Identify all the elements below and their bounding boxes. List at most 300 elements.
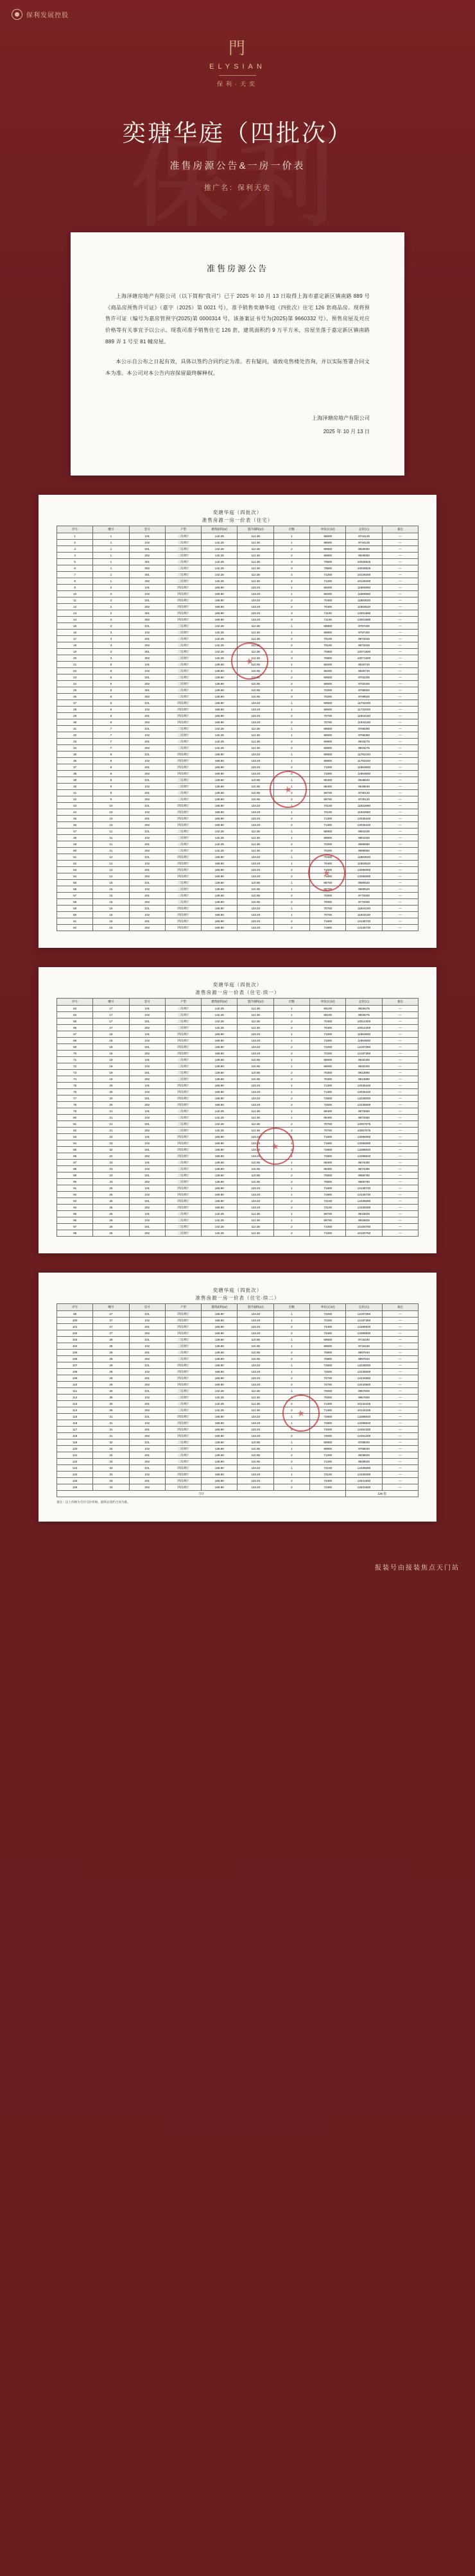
table-cell: 133.20 <box>238 1038 273 1044</box>
table-row <box>57 1382 419 1388</box>
table-cell: 133.20 <box>238 751 273 758</box>
table-cell: 9548640 <box>346 784 382 790</box>
table-cell: 133.20 <box>238 1095 273 1102</box>
table-cell: 168.80 <box>202 1362 238 1369</box>
table-cell: 四房两厅 <box>165 617 201 623</box>
table-cell: 70600 <box>310 1179 346 1185</box>
table-row <box>57 1465 419 1472</box>
table-cell: 109 <box>57 1375 93 1382</box>
table-cell: 96 <box>57 1217 93 1224</box>
table-cell: 1 <box>273 1012 309 1018</box>
table-cell: 四房两厅 <box>165 809 201 816</box>
table-row <box>57 739 419 745</box>
table-cell: — <box>382 1179 418 1185</box>
price-table <box>56 998 419 1237</box>
table-cell: 四房两厅 <box>165 1051 201 1057</box>
table-cell: 72800 <box>310 1153 346 1160</box>
table-cell: 110.05 <box>238 681 273 687</box>
table-cell: 133.20 <box>238 1185 273 1192</box>
table-cell: 112.36 <box>238 655 273 662</box>
table-cell: — <box>382 719 418 726</box>
table-cell: 112.36 <box>238 841 273 848</box>
table-cell: — <box>382 610 418 617</box>
table-cell: 9758040 <box>346 1446 382 1452</box>
table-cell: 168.80 <box>202 1433 238 1439</box>
table-cell: 四房两厅 <box>165 1185 201 1192</box>
table-cell: 168.80 <box>202 1375 238 1382</box>
table-cell: 112.36 <box>238 642 273 649</box>
table-cell: 95 <box>57 1211 93 1217</box>
table-cell: 133.20 <box>238 1382 273 1388</box>
table-cell: — <box>382 655 418 662</box>
table-subcaption: 准售房源一房一价表（住宅·续一） <box>195 990 280 996</box>
table-cell: 105 <box>57 1350 93 1356</box>
table-cell: — <box>382 739 418 745</box>
table-cell: 20 <box>93 1095 129 1102</box>
table-cell: 101 <box>129 1083 165 1089</box>
table-cell: 110.05 <box>238 694 273 700</box>
table-cell: 2 <box>273 841 309 848</box>
table-cell: 68700 <box>310 880 346 886</box>
table-cell: 11883520 <box>346 604 382 610</box>
table-row <box>57 796 419 803</box>
table-row <box>57 1057 419 1063</box>
table-subcaption: 准售房源一房一价表（住宅·续二） <box>195 1295 280 1301</box>
table-cell: 三房两厅 <box>165 1018 201 1025</box>
table-cell: 133.20 <box>238 771 273 777</box>
table-cell: 27 <box>57 700 93 707</box>
table-cell: 69500 <box>310 707 346 713</box>
table-cell: 三房两厅 <box>165 1452 201 1459</box>
table-cell: 16 <box>57 630 93 636</box>
table-cell: 70100 <box>310 809 346 816</box>
table-cell: 三房两厅 <box>165 1179 201 1185</box>
table-cell: 30 <box>57 719 93 726</box>
table-cell: 三房两厅 <box>165 636 201 642</box>
table-cell: 22 <box>93 1147 129 1153</box>
table-cell: 9716160 <box>346 1337 382 1343</box>
table-cell: 76 <box>57 1089 93 1095</box>
table-cell: 1 <box>273 1362 309 1369</box>
table-cell: 71900 <box>310 1192 346 1198</box>
table-cell: 102 <box>129 668 165 674</box>
table-cell: 三房两厅 <box>165 841 201 848</box>
table-cell: 142.25 <box>202 578 238 585</box>
table-cell: 1 <box>273 630 309 636</box>
table-cell: 1 <box>273 758 309 764</box>
table-cell: 三房两厅 <box>165 1395 201 1401</box>
table-cell: 四房两厅 <box>165 1044 201 1051</box>
table-cell: 1 <box>273 1369 309 1375</box>
table-cell: 201 <box>129 597 165 604</box>
table-cell: 三房两厅 <box>165 687 201 694</box>
table-cell: 2 <box>273 848 309 854</box>
table-cell: 71 <box>57 1057 93 1063</box>
table-cell: 93 <box>57 1198 93 1205</box>
table-cell: 70500 <box>310 559 346 565</box>
table-cell: 33 <box>93 1484 129 1491</box>
table-cell: 142.25 <box>202 745 238 751</box>
table-cell: — <box>382 1115 418 1121</box>
table-cell: 11883520 <box>346 597 382 604</box>
table-cell: 110.05 <box>238 1337 273 1343</box>
table-cell: 三房两厅 <box>165 1025 201 1031</box>
table-cell: 2 <box>273 1102 309 1108</box>
table-cell: 69500 <box>310 700 346 707</box>
table-cell: 168.80 <box>202 925 238 931</box>
table-cell: 112.36 <box>238 1224 273 1230</box>
table-cell: 1 <box>57 533 93 540</box>
table-cell: 168.80 <box>202 1330 238 1337</box>
table-cell: — <box>382 1153 418 1160</box>
table-cell: 15 <box>93 880 129 886</box>
table-cell: 69400 <box>310 1115 346 1121</box>
table-cell: — <box>382 829 418 835</box>
table-cell: 四房两厅 <box>165 1375 201 1382</box>
table-cell: 2 <box>273 1205 309 1211</box>
table-cell: 三房两厅 <box>165 668 201 674</box>
table-row <box>57 546 419 553</box>
table-cell: 69800 <box>310 553 346 559</box>
table-cell: 32 <box>93 1446 129 1452</box>
table-cell: 168.80 <box>202 597 238 604</box>
table-cell: — <box>382 867 418 873</box>
table-column-header: 建筑面积(㎡) <box>202 526 238 533</box>
table-cell: 142.25 <box>202 553 238 559</box>
table-cell: 69900 <box>310 745 346 751</box>
table-cell: 8 <box>93 751 129 758</box>
summary-value: 126 套 <box>346 1491 419 1497</box>
table-row <box>57 1172 419 1179</box>
table-cell: 168.80 <box>202 1153 238 1160</box>
table-cell: 57 <box>57 893 93 899</box>
table-cell: 68600 <box>310 732 346 739</box>
table-cell: 168.80 <box>202 912 238 918</box>
table-cell: 70 <box>57 1051 93 1057</box>
table-cell: 10128200 <box>346 572 382 578</box>
table-cell: 202 <box>129 796 165 803</box>
table-cell: 139.60 <box>202 674 238 681</box>
table-cell: 71200 <box>310 1459 346 1465</box>
table-cell: — <box>382 1102 418 1108</box>
table-cell: 202 <box>129 1051 165 1057</box>
table-cell: 3 <box>273 565 309 572</box>
table-cell: 201 <box>129 764 165 771</box>
table-cell: 四房两厅 <box>165 1318 201 1324</box>
table-cell: 110.05 <box>238 1179 273 1185</box>
table-cell: — <box>382 1459 418 1465</box>
table-cell: 104 <box>57 1343 93 1350</box>
table-cell: 112.36 <box>238 1115 273 1121</box>
table-cell: 142.25 <box>202 540 238 546</box>
table-cell: 三房两厅 <box>165 1121 201 1128</box>
table-cell: 201 <box>129 1044 165 1051</box>
table-cell: 139.60 <box>202 1337 238 1343</box>
table-cell: 33 <box>93 1465 129 1472</box>
table-cell: 142.25 <box>202 533 238 540</box>
table-cell: 1 <box>273 726 309 732</box>
table-cell: 133.20 <box>238 1420 273 1427</box>
table-row <box>57 668 419 674</box>
table-cell: 三房两厅 <box>165 694 201 700</box>
table-column-header: 备注 <box>382 999 418 1006</box>
table-cell: 9758040 <box>346 1439 382 1446</box>
table-cell: 126 <box>57 1484 93 1491</box>
table-row <box>57 1083 419 1089</box>
table-cell: 100 <box>57 1318 93 1324</box>
table-cell: 142.25 <box>202 1012 238 1018</box>
table-cell: 168.80 <box>202 1044 238 1051</box>
notice-signature <box>105 413 370 437</box>
table-row <box>57 1134 419 1140</box>
table-cell: 15 <box>57 623 93 630</box>
table-cell: 1 <box>93 533 129 540</box>
table-cell: 1 <box>273 1318 309 1324</box>
table-cell: 119 <box>57 1439 93 1446</box>
table-cell: 168.80 <box>202 854 238 861</box>
table-cell: 25 <box>93 1192 129 1198</box>
table-header-row <box>57 526 419 533</box>
table-cell: 四房两厅 <box>165 873 201 880</box>
table-cell: 69200 <box>310 591 346 597</box>
table-cell: 三房两厅 <box>165 899 201 906</box>
table-cell: — <box>382 617 418 623</box>
table-cell: 3 <box>93 630 129 636</box>
table-row <box>57 906 419 912</box>
table-cell: 12238000 <box>346 1102 382 1108</box>
table-cell: — <box>382 1140 418 1147</box>
table-cell: 2 <box>273 546 309 553</box>
table-cell: 23 <box>93 1166 129 1172</box>
table-cell: 139.60 <box>202 1350 238 1356</box>
table-cell: 82 <box>57 1128 93 1134</box>
table-cell: 29 <box>93 1375 129 1382</box>
table-cell: 9520720 <box>346 668 382 674</box>
table-cell: 110 <box>57 1382 93 1388</box>
table-cell: 四房两厅 <box>165 867 201 873</box>
table-row <box>57 829 419 835</box>
table-cell: 三房两厅 <box>165 1063 201 1070</box>
table-cell: 12187360 <box>346 1311 382 1318</box>
logo-chinese-name: 保利·天奕 <box>217 81 258 87</box>
table-cell: — <box>382 816 418 822</box>
table-cell: 94 <box>57 1205 93 1211</box>
table-cell: 142.25 <box>202 1018 238 1025</box>
table-row <box>57 745 419 751</box>
table-cell: 101 <box>129 726 165 732</box>
table-row <box>57 1478 419 1484</box>
table-cell: 2 <box>273 1375 309 1382</box>
table-cell: 69500 <box>310 674 346 681</box>
table-cell: 112.36 <box>238 553 273 559</box>
table-cell: — <box>382 1446 418 1452</box>
table-cell: 9915825 <box>346 1217 382 1224</box>
table-cell: 2 <box>273 1452 309 1459</box>
table-cell: 2 <box>93 617 129 623</box>
table-column-header: 单价(元/㎡) <box>310 526 346 533</box>
table-cell: 71000 <box>310 1230 346 1237</box>
table-cell: 三房两厅 <box>165 559 201 565</box>
table-cell: 201 <box>129 790 165 796</box>
table-body <box>57 1311 419 1491</box>
table-cell: 7 <box>93 739 129 745</box>
table-cell: — <box>382 623 418 630</box>
table-cell: 12086080 <box>346 1140 382 1147</box>
table-cell: 2 <box>273 893 309 899</box>
table-cell: 四房两厅 <box>165 1478 201 1484</box>
table-cell: 71900 <box>310 1185 346 1192</box>
table-cell: 168.80 <box>202 918 238 925</box>
notice-signer: 上海泽瑭房地产有限公司 <box>311 415 370 422</box>
table-cell: 5 <box>93 694 129 700</box>
table-cell: 1 <box>273 1038 309 1044</box>
table-cell: 168.80 <box>202 751 238 758</box>
table-cell: — <box>382 1198 418 1205</box>
table-cell: 133.20 <box>238 1465 273 1472</box>
table-cell: 三房两厅 <box>165 745 201 751</box>
table-cell: 四房两厅 <box>165 713 201 719</box>
table-cell: 72500 <box>310 1362 346 1369</box>
table-cell: 110.05 <box>238 886 273 893</box>
notice-document <box>71 232 404 476</box>
table-cell: 302 <box>129 694 165 700</box>
table-cell: 17 <box>57 636 93 642</box>
table-cell: 四房两厅 <box>165 1134 201 1140</box>
table-cell: — <box>382 553 418 559</box>
table-cell: 48 <box>57 835 93 841</box>
table-cell: 71000 <box>310 764 346 771</box>
table-cell: — <box>382 1382 418 1388</box>
table-cell: 115 <box>57 1414 93 1420</box>
table-cell: 12 <box>57 604 93 610</box>
table-cell: 102 <box>129 835 165 841</box>
table-cell: 三房两厅 <box>165 553 201 559</box>
table-cell: 30 <box>93 1395 129 1401</box>
table-cell: 四房两厅 <box>165 1140 201 1147</box>
table-cell: 142.25 <box>202 636 238 642</box>
table-row <box>57 873 419 880</box>
table-cell: — <box>382 681 418 687</box>
table-cell: 三房两厅 <box>165 674 201 681</box>
table-cell: 12086080 <box>346 867 382 873</box>
table-cell: 106 <box>57 1356 93 1362</box>
table-cell: 三房两厅 <box>165 1439 201 1446</box>
table-cell: 2 <box>273 1478 309 1484</box>
table-cell: 125 <box>57 1478 93 1484</box>
table-cell: 21 <box>93 1121 129 1128</box>
table-cell: 133.20 <box>238 1433 273 1439</box>
table-cell: 168.80 <box>202 1089 238 1095</box>
table-cell: 11934160 <box>346 719 382 726</box>
table-row <box>57 1446 419 1452</box>
table-row <box>57 1006 419 1012</box>
table-cell: 2 <box>273 1382 309 1388</box>
table-cell: 2 <box>273 597 309 604</box>
price-table-document-1 <box>39 495 436 948</box>
table-row <box>57 726 419 732</box>
table-cell: 8 <box>93 771 129 777</box>
table-cell: 101 <box>129 585 165 591</box>
table-row <box>57 854 419 861</box>
table-cell: 139.60 <box>202 1446 238 1452</box>
table-cell: 9 <box>93 777 129 784</box>
table-cell: 201 <box>129 739 165 745</box>
table-cell: 三房两厅 <box>165 1108 201 1115</box>
table-cell: — <box>382 585 418 591</box>
table-cell: 139.60 <box>202 662 238 668</box>
table-cell: 102 <box>129 1318 165 1324</box>
table-row <box>57 533 419 540</box>
table-column-header: 层数 <box>273 1304 309 1311</box>
table-cell: 69900 <box>310 1439 346 1446</box>
table-cell: — <box>382 1057 418 1063</box>
table-cell: — <box>382 777 418 784</box>
table-cell: 三房两厅 <box>165 655 201 662</box>
table-cell: 101 <box>129 1465 165 1472</box>
table-cell: 112.36 <box>238 1211 273 1217</box>
table-cell: 102 <box>57 1330 93 1337</box>
table-cell: 133.20 <box>238 1427 273 1433</box>
table-cell: 10 <box>93 822 129 829</box>
table-cell: 12187360 <box>346 1044 382 1051</box>
table-cell: 110.05 <box>238 1343 273 1350</box>
table-cell: 1 <box>273 1395 309 1401</box>
table-cell: 三房两厅 <box>165 1057 201 1063</box>
table-cell: 168.80 <box>202 816 238 822</box>
table-row <box>57 1179 419 1185</box>
table-row <box>57 630 419 636</box>
table-cell: — <box>382 841 418 848</box>
table-cell: 44 <box>57 809 93 816</box>
table-cell: 17 <box>93 1025 129 1031</box>
table-cell: 101 <box>129 777 165 784</box>
table-cell: 98 <box>57 1230 93 1237</box>
table-cell: 73700 <box>310 1375 346 1382</box>
table-cell: 34 <box>57 745 93 751</box>
table-cell: 112.36 <box>238 1217 273 1224</box>
table-cell: 26 <box>93 1230 129 1237</box>
table-cell: 133.20 <box>238 1330 273 1337</box>
table-cell: — <box>382 764 418 771</box>
table-cell: 102 <box>129 886 165 893</box>
table-cell: 9 <box>93 784 129 790</box>
table-cell: — <box>382 1076 418 1083</box>
table-cell: 23 <box>57 674 93 681</box>
table-cell: 112.36 <box>238 739 273 745</box>
table-cell: 68900 <box>310 829 346 835</box>
table-cell: 9872650 <box>346 1115 382 1121</box>
table-row <box>57 707 419 713</box>
table-cell: 27 <box>93 1330 129 1337</box>
table-cell: 101 <box>129 1388 165 1395</box>
table-cell: 四房两厅 <box>165 585 201 591</box>
table-cell: 5 <box>93 668 129 674</box>
table-cell: 110.05 <box>238 1057 273 1063</box>
table-cell: 68500 <box>310 533 346 540</box>
table-cell: 133.20 <box>238 925 273 931</box>
table-cell: 三房两厅 <box>165 1211 201 1217</box>
table-cell: 101 <box>129 1057 165 1063</box>
table-cell: 71000 <box>310 1224 346 1230</box>
table-cell: 102 <box>129 707 165 713</box>
table-cell: 102 <box>129 1140 165 1147</box>
table-cell: 110.05 <box>238 687 273 694</box>
table-cell: 73100 <box>310 1198 346 1205</box>
table-cell: 139.60 <box>202 1172 238 1179</box>
table-cell: 168.80 <box>202 1369 238 1375</box>
table-cell: 四房两厅 <box>165 1420 201 1427</box>
table-cell: 301 <box>129 559 165 565</box>
